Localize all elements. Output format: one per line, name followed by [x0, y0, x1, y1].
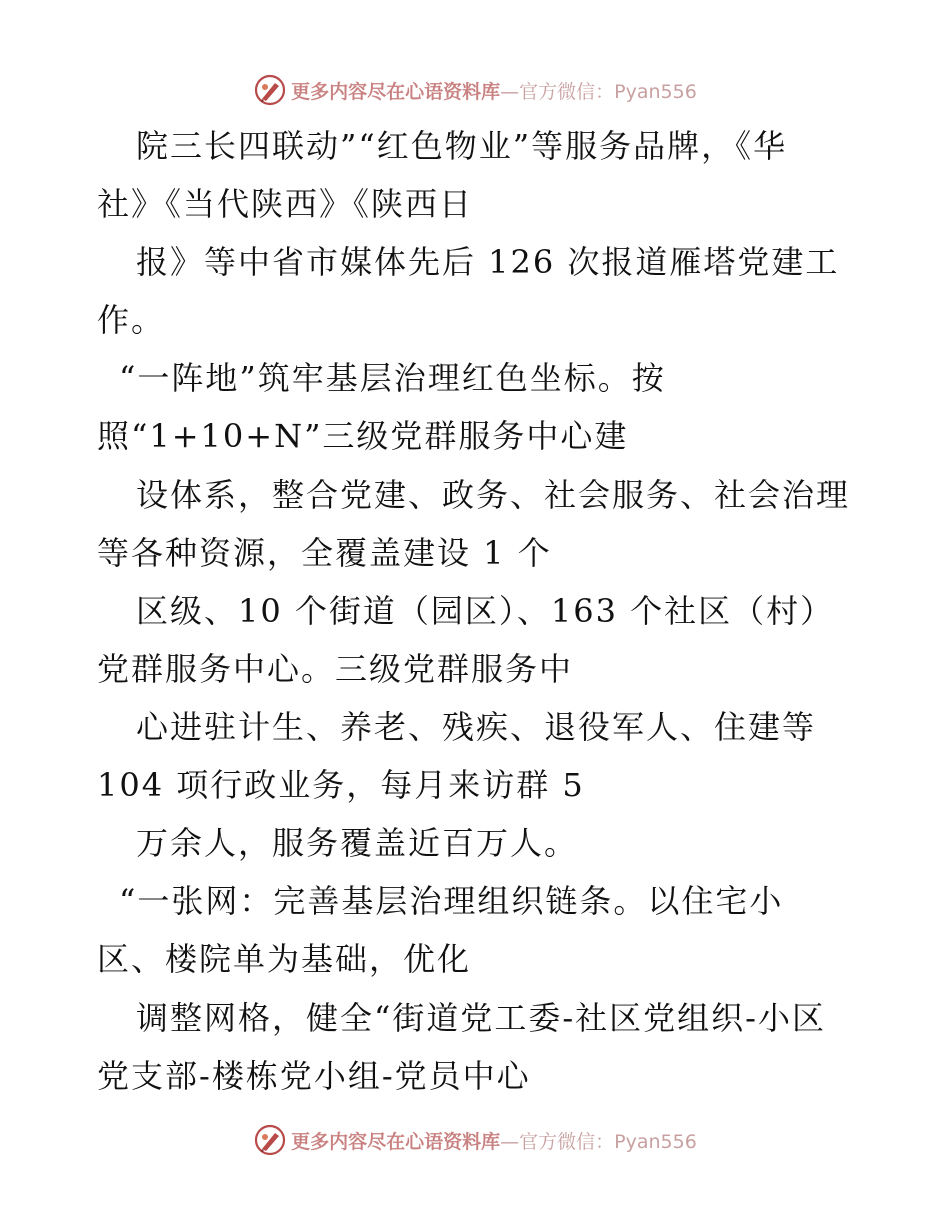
text-line: 调整网格，健全“街道党工委-社区党组织-小区 — [136, 999, 826, 1037]
text-line: “一阵地”筑牢基层治理红色坐标。按 — [119, 359, 666, 397]
text-line: 党支部-楼栋党小组-党员中心 — [97, 1057, 531, 1095]
text-line: 区、楼院单为基础，优化 — [97, 940, 472, 978]
text-line: 区级、10 个街道（园区）、163 个社区（村） — [136, 592, 835, 630]
text-line: 心进驻计生、养老、残疾、退役军人、住建等 — [136, 708, 817, 746]
footer-banner-title: 更多内容尽在心语资料库 — [291, 1130, 501, 1153]
text-line: 党群服务中心。三级党群服务中 — [97, 650, 574, 688]
footer-banner — [0, 1122, 950, 1158]
header-banner-wechat: —官方微信：Pyan556 — [500, 80, 697, 103]
footer-banner-wechat: —官方微信：Pyan556 — [500, 1130, 697, 1153]
pen-circle-logo-icon — [253, 1123, 287, 1157]
text-line: 照“1+10+N”三级党群服务中心建 — [97, 417, 629, 455]
header-banner-title: 更多内容尽在心语资料库 — [291, 80, 501, 103]
text-line: 社》《当代陕西》《陕西日 — [97, 185, 474, 223]
text-line: 104 项行政业务，每月来访群 5 — [97, 766, 585, 804]
text-line: “一张网：完善基层治理组织链条。以住宅小 — [119, 882, 784, 920]
text-line: 等各种资源，全覆盖建设 1 个 — [97, 534, 552, 572]
text-line: 万余人，服务覆盖近百万人。 — [136, 824, 579, 862]
text-line: 报》等中省市媒体先后 126 次报道雁塔党建工 — [136, 243, 840, 281]
text-line: 院三长四联动”“红色物业”等服务品牌，《华 — [136, 127, 788, 165]
text-line: 设体系，整合党建、政务、社会服务、社会治理 — [136, 476, 851, 514]
text-line: 作。 — [97, 301, 166, 339]
